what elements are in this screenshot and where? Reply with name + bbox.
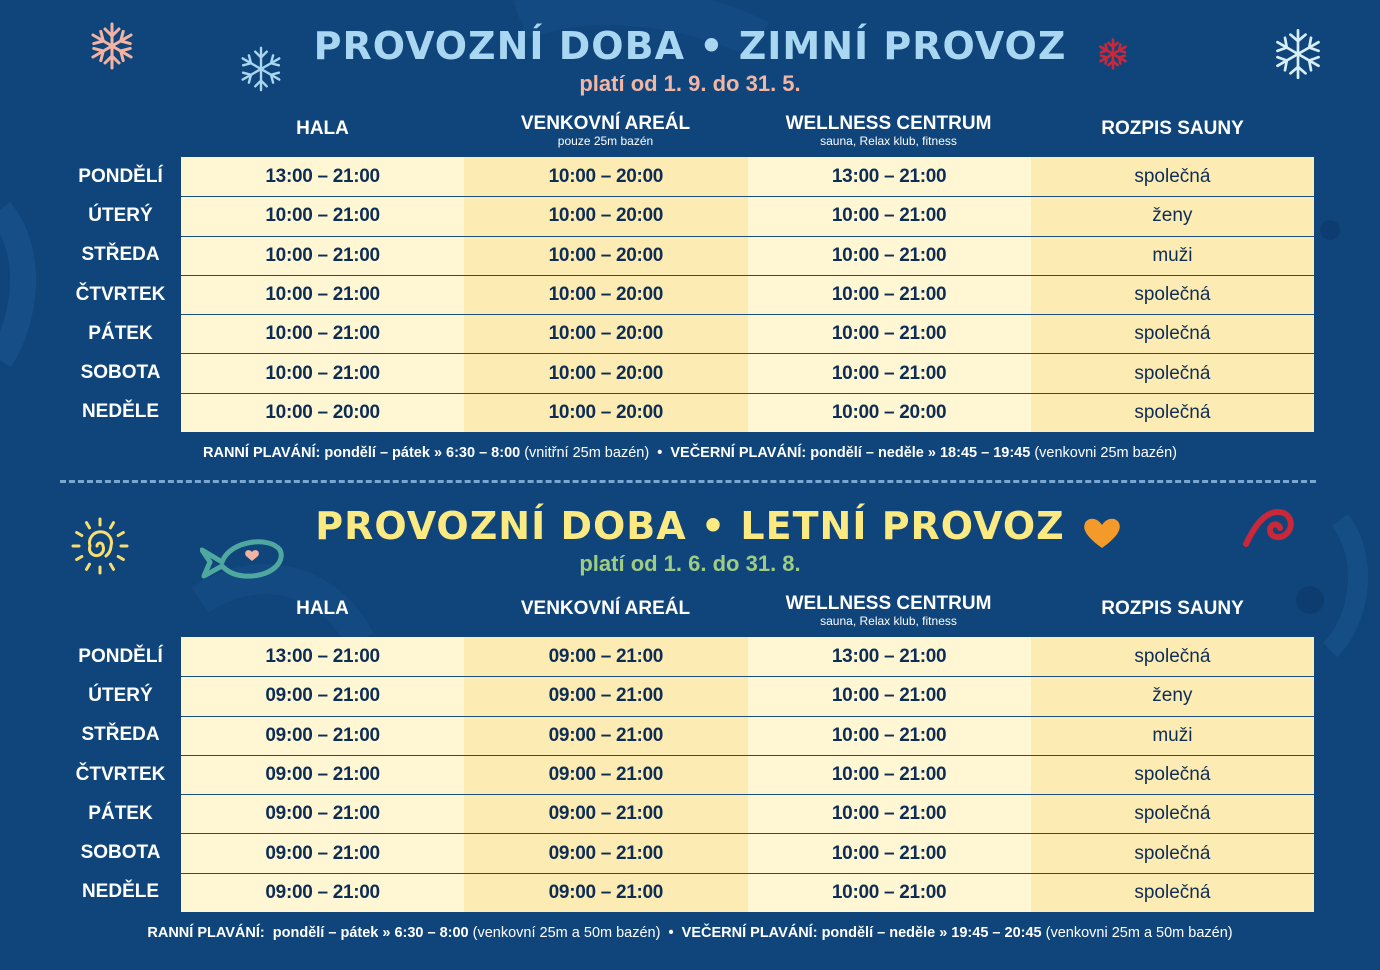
day-label: STŘEDA (81, 244, 160, 266)
sauna-cell: společná (1031, 834, 1314, 872)
hala-cell: 09:00 – 21:00 (181, 795, 464, 833)
section-divider (60, 480, 1316, 483)
day-label: ČTVRTEK (75, 763, 166, 785)
winter-schedule-table (181, 157, 1314, 432)
day-label: NEDĚLE (81, 401, 160, 423)
snowflake-icon (86, 20, 138, 72)
venkovni-cell: 09:00 – 21:00 (464, 874, 747, 912)
venkovni-cell: 09:00 – 21:00 (464, 677, 747, 715)
wellness-cell: 10:00 – 21:00 (748, 717, 1031, 755)
hala-cell: 09:00 – 21:00 (181, 834, 464, 872)
hala-cell: 13:00 – 21:00 (181, 157, 464, 196)
winter-title: PROVOZNÍ DOBA • ZIMNÍ PROVOZ (313, 24, 1067, 68)
wellness-cell: 13:00 – 21:00 (748, 637, 1031, 676)
sauna-cell: společná (1031, 756, 1314, 794)
venkovni-cell: 09:00 – 21:00 (464, 756, 747, 794)
sauna-cell: společná (1031, 874, 1314, 912)
col-header-sauna: ROZPIS SAUNY (1101, 118, 1244, 139)
hala-cell: 09:00 – 21:00 (181, 756, 464, 794)
col-header-wellness: WELLNESS CENTRUM sauna, Relax klub, fitness (785, 113, 992, 148)
table-row (181, 393, 1314, 432)
table-row (181, 676, 1314, 715)
summer-day-labels (60, 637, 181, 912)
wellness-cell: 10:00 – 21:00 (748, 834, 1031, 872)
hala-cell: 09:00 – 21:00 (181, 874, 464, 912)
table-row (181, 157, 1314, 196)
wellness-cell: 10:00 – 21:00 (748, 315, 1031, 353)
venkovni-cell: 10:00 – 20:00 (464, 394, 747, 432)
fish-icon (200, 532, 286, 588)
table-row (181, 236, 1314, 275)
hala-cell: 10:00 – 21:00 (181, 237, 464, 275)
wellness-cell: 10:00 – 20:00 (748, 394, 1031, 432)
hala-cell: 10:00 – 21:00 (181, 276, 464, 314)
day-label: PÁTEK (88, 802, 153, 824)
day-label: SOBOTA (80, 362, 161, 384)
day-label: PÁTEK (88, 322, 153, 344)
sauna-cell: ženy (1031, 677, 1314, 715)
sauna-cell: společná (1031, 315, 1314, 353)
sauna-cell: muži (1031, 717, 1314, 755)
heart-icon (1082, 516, 1122, 550)
winter-day-labels (60, 157, 181, 432)
sauna-cell: muži (1031, 237, 1314, 275)
wellness-cell: 10:00 – 21:00 (748, 795, 1031, 833)
sauna-cell: společná (1031, 394, 1314, 432)
table-row (181, 873, 1314, 912)
wellness-cell: 10:00 – 21:00 (748, 197, 1031, 235)
hala-cell: 10:00 – 21:00 (181, 197, 464, 235)
col-header-hala: HALA (296, 598, 349, 619)
col-header-hala: HALA (296, 118, 349, 139)
venkovni-cell: 10:00 – 20:00 (464, 354, 747, 392)
sauna-cell: společná (1031, 354, 1314, 392)
venkovni-cell: 10:00 – 20:00 (464, 237, 747, 275)
venkovni-cell: 09:00 – 21:00 (464, 717, 747, 755)
table-row (181, 353, 1314, 392)
sauna-cell: ženy (1031, 197, 1314, 235)
hala-cell: 10:00 – 21:00 (181, 354, 464, 392)
col-header-venkovni: VENKOVNÍ AREÁL pouze 25m bazén (520, 113, 691, 148)
summer-validity: platí od 1. 6. do 31. 8. (579, 551, 801, 576)
sun-icon (70, 516, 130, 576)
summer-swimming-note: RANNÍ PLAVÁNÍ: pondělí – pátek » 6:30 – 8:00 (venkovní 25m a 50m bazén) • VEČERNÍ PLAVÁNÍ: pondělí – neděle » 19:45 – 20:45 (venkovni 25m a 50m bazén) (147, 925, 1233, 941)
sauna-cell: společná (1031, 637, 1314, 676)
table-row (181, 196, 1314, 235)
venkovni-cell: 10:00 – 20:00 (464, 315, 747, 353)
col-header-venkovni: VENKOVNÍ AREÁL (520, 598, 691, 619)
winter-validity: platí od 1. 9. do 31. 5. (579, 71, 801, 96)
venkovni-cell: 09:00 – 21:00 (464, 834, 747, 872)
snowflake-icon (1270, 26, 1326, 82)
hala-cell: 10:00 – 20:00 (181, 394, 464, 432)
summer-schedule-table (181, 637, 1314, 912)
col-header-sauna: ROZPIS SAUNY (1101, 598, 1244, 619)
day-label: PONDĚLÍ (78, 645, 163, 667)
venkovni-cell: 10:00 – 20:00 (464, 197, 747, 235)
venkovni-cell: 09:00 – 21:00 (464, 637, 747, 676)
day-label: ÚTERÝ (88, 204, 153, 226)
venkovni-cell: 10:00 – 20:00 (464, 276, 747, 314)
table-row (181, 833, 1314, 872)
day-label: PONDĚLÍ (78, 165, 163, 187)
hala-cell: 10:00 – 21:00 (181, 315, 464, 353)
winter-swimming-note: RANNÍ PLAVÁNÍ: pondělí – pátek » 6:30 – 8:00 (vnitřní 25m bazén) • VEČERNÍ PLAVÁNÍ: pondělí – neděle » 18:45 – 19:45 (venkovni 25m bazén) (203, 445, 1177, 461)
day-label: SOBOTA (80, 842, 161, 864)
snowflake-icon (236, 44, 286, 94)
venkovni-cell: 09:00 – 21:00 (464, 795, 747, 833)
day-label: ČTVRTEK (75, 283, 166, 305)
day-label: ÚTERÝ (88, 684, 153, 706)
sauna-cell: společná (1031, 157, 1314, 196)
wellness-cell: 10:00 – 21:00 (748, 874, 1031, 912)
day-label: NEDĚLE (81, 881, 160, 903)
sauna-cell: společná (1031, 276, 1314, 314)
table-row (181, 755, 1314, 794)
wellness-cell: 13:00 – 21:00 (748, 157, 1031, 196)
wellness-cell: 10:00 – 21:00 (748, 276, 1031, 314)
swirl-icon (1242, 504, 1298, 550)
hala-cell: 13:00 – 21:00 (181, 637, 464, 676)
wellness-cell: 10:00 – 21:00 (748, 677, 1031, 715)
table-row (181, 314, 1314, 353)
summer-title: PROVOZNÍ DOBA • LETNÍ PROVOZ (315, 504, 1065, 548)
table-row (181, 275, 1314, 314)
wellness-cell: 10:00 – 21:00 (748, 237, 1031, 275)
hala-cell: 09:00 – 21:00 (181, 677, 464, 715)
hala-cell: 09:00 – 21:00 (181, 717, 464, 755)
sauna-cell: společná (1031, 795, 1314, 833)
wellness-cell: 10:00 – 21:00 (748, 756, 1031, 794)
table-row (181, 716, 1314, 755)
wellness-cell: 10:00 – 21:00 (748, 354, 1031, 392)
venkovni-cell: 10:00 – 20:00 (464, 157, 747, 196)
table-row (181, 637, 1314, 676)
table-row (181, 794, 1314, 833)
col-header-wellness: WELLNESS CENTRUM sauna, Relax klub, fitness (785, 593, 992, 628)
snowflake-icon (1096, 37, 1130, 71)
day-label: STŘEDA (81, 724, 160, 746)
